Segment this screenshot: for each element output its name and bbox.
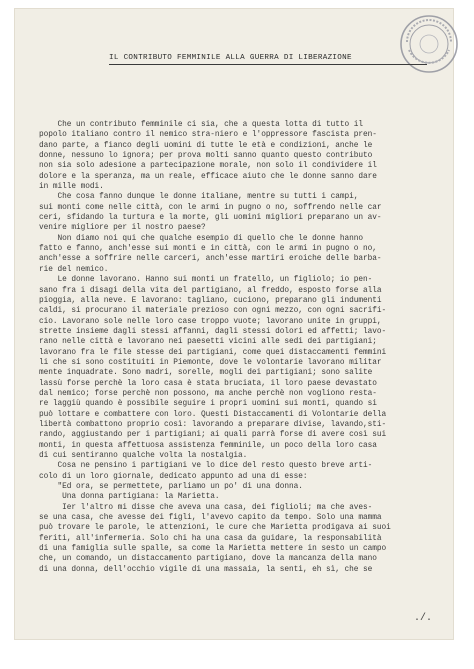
text-line: lavorano fra le file stesse dei partigiani, come quei distaccamenti femmini [39,348,387,357]
text-line: Cosa ne pensino i partigiani ve lo dice del resto questo breve arti- [39,462,373,471]
text-line: pioggia, alla neve. E lavorano: tagliano, cuciono, preparano gli indumenti [39,296,382,305]
text-line: popolo italiano contro il nemico stra-niero e l'oppressore fascista pren- [39,131,377,140]
text-line: rando, aggiustando per i partigiani; ai quali parrà forse di avere così sui [39,431,387,440]
text-line: può lottare e combattere con loro. Questi Distaccamenti di Volontarie della [39,410,387,419]
text-line: Non diamo noi qui che qualche esempio di quello che le donne hanno [39,234,364,243]
text-line: di una famiglia sulle spalle, sa come la Marietta mettere in sesto un campo [39,545,387,554]
text-line: ceri, sfidando la turtura e la morte, gli uomini migliori preparano un av- [39,214,382,223]
text-line: libertà combattono proprio così: lavorando a preparare divise, lavando,sti- [39,420,387,429]
text-line: venire migliore per il nostro paese? [39,224,206,233]
text-line: li che si sono costituiti in Piemonte, dove le volontarie lavorano militar [39,358,382,367]
text-line: re laggiù quando è possibile seguire i propri uomini sui monti, quando si [39,400,377,409]
text-line: fatto e fanno, anch'esse sui monti e in città, con le armi in pugno o no, [39,245,377,254]
text-line: rano nelle città e lavorano nei paesetti vicini alle sedi dei partigiani; [39,338,377,347]
text-line: Ier l'altro mi disse che aveva una casa, dei figlioli; ma che aves- [39,503,373,512]
text-line: in mille modi. [39,183,104,192]
document-title: IL CONTRIBUTO FEMMINILE ALLA GUERRA DI LIBERAZIONE [109,54,352,62]
text-line: mente inquadrate. Sono madri, sorelle, mogli dei partigiani; sono salite [39,369,373,378]
text-line: Una donna partigiana: la Marietta. [39,493,220,502]
text-line: Che un contributo femminile ci sia, che a questa lotta di tutto il [39,121,364,129]
text-line: dano parte, a fianco degli uomini di tutte le età e condizioni, anche le [39,141,373,150]
document-page [14,8,454,640]
text-line: anch'esse a soffrire nelle carceri, anch'esse martiri eroiche delle barba- [39,255,382,264]
text-line: può trovare le parole, le attenzioni, le cure che Marietta prodigava ai suoi [39,524,391,533]
text-line: cio. Lavorano sole nelle loro case troppo vuote; lavorano unite in gruppi, [39,317,382,326]
text-line: dal nemico; forse perchè non possono, ma anche perchè non vogliono resta- [39,389,377,398]
text-line: "Ed ora, se permettete, parliamo un po' di una donna. [39,483,303,492]
text-line: Che cosa fanno dunque le donne italiane, mentre su tutti i campi, [39,193,359,202]
text-line: di una donna, dell'occhio vigile di una massaia, la senti, eh sì, che se [39,565,373,574]
text-line: che, un comando, un distaccamento partigiano, dove la mancanza della mano [39,555,377,564]
text-line: Le donne lavorano. Hanno sui monti un fratello, un figliolo; io pen- [39,276,373,285]
title-underline [109,64,427,65]
text-line: monti, in questa affettuosa assistenza femminile, un poco della loro casa [39,441,377,450]
text-line: se una casa, che avesse dei figli, l'avevo capito da tempo. Solo una mamma [39,514,382,523]
text-line: colo di un loro giornale, dedicato appunto ad una di esse: [39,472,308,481]
circular-stamp [397,12,461,76]
document-body [39,120,459,575]
text-line: non sia solo adesione a partecipazione morale, non solo il condividere il [39,162,377,171]
end-mark: ./. [414,613,433,624]
text-line: sano fra i disagi della vita del partigiano, al freddo, esposto forse alla [39,286,382,295]
text-line: di cui sentiranno qualche volta la nostalgia. [39,452,248,460]
text-line: donne, nessuno lo ignora; per prova molti sanno quanto questo contributo [39,152,373,161]
text-line: rie del nemico. [39,265,109,274]
text-line: strette insieme dagli stessi affanni, dagli stessi dolori ed affetti; lavo- [39,327,387,336]
text-line: sui monti come nelle città, con le armi in pugno o no, soffrendo nelle car [39,203,382,212]
text-line: dolore e la speranza, ma un reale, efficace aiuto che le donne sanno dare [39,172,377,181]
text-line: feriti, all'infermeria. Solo chi ha una casa da guidare, la responsabilità [39,534,382,543]
text-line: lassù forse perchè la loro casa è stata bruciata, il loro paese devastato [39,379,377,388]
text-line: caldi, si procurano il materiale prezioso con ogni mezzo, con ogni sacrifi- [39,307,387,316]
